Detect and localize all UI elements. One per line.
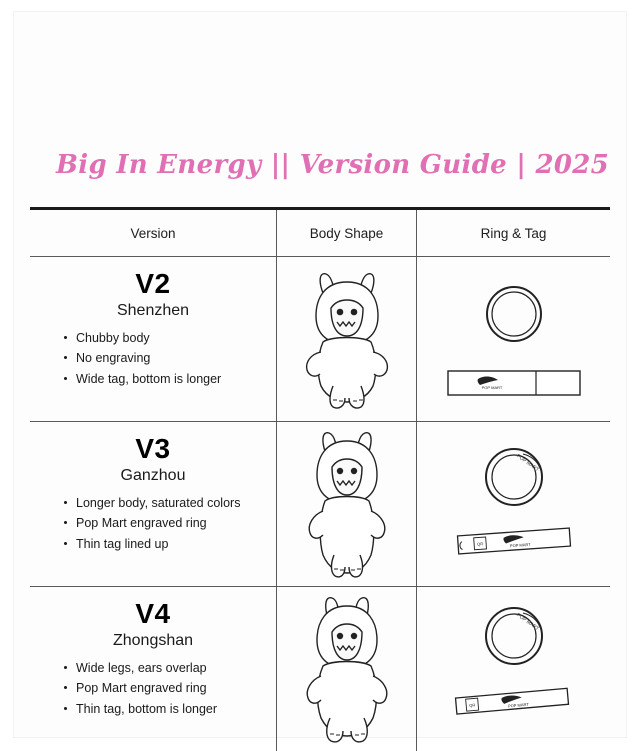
- list-item: Longer body, saturated colors: [76, 493, 268, 514]
- svg-text:POP MART: POP MART: [481, 385, 502, 390]
- version-notes-list: [38, 493, 268, 555]
- thin-tag-qr-offset-icon: [444, 683, 584, 724]
- list-item: Wide tag, bottom is longer: [76, 369, 268, 390]
- version-notes-list: [38, 328, 268, 390]
- city-label: Shenzhen: [116, 301, 190, 319]
- list-item: No engraving: [76, 348, 268, 369]
- list-item: Pop Mart engraved ring: [76, 678, 268, 699]
- bunny-hoodie-figure-icon: [287, 592, 407, 747]
- thin-tag-qr-icon: [444, 524, 584, 563]
- city-label: Zhongshan: [112, 631, 194, 649]
- ring-tag-cell: [416, 422, 610, 586]
- svg-text:POP MART: POP MART: [514, 453, 540, 474]
- header-ring-tag: Ring & Tag: [416, 210, 610, 256]
- list-item: Pop Mart engraved ring: [76, 513, 268, 534]
- ring-tag-cell: [416, 257, 610, 421]
- wide-tag-icon: [444, 365, 584, 406]
- header-body-shape: Body Shape: [276, 210, 416, 256]
- body-shape-cell: [276, 587, 416, 751]
- city-label: Ganzhou: [120, 466, 186, 484]
- version-info-cell: [30, 257, 276, 421]
- svg-text:QR: QR: [468, 702, 475, 708]
- table-row: [30, 587, 610, 751]
- table-row: [30, 257, 610, 422]
- svg-text:QR: QR: [476, 541, 483, 547]
- list-item: Thin tag lined up: [76, 534, 268, 555]
- list-item: Chubby body: [76, 328, 268, 349]
- body-shape-cell: [276, 257, 416, 421]
- header-version: Version: [130, 225, 176, 241]
- page-title: Big In Energy || Version Guide | 2025: [56, 150, 610, 180]
- version-label: V3: [135, 433, 171, 464]
- guide-sheet: [14, 12, 626, 737]
- version-table: [30, 207, 610, 751]
- version-label: V4: [135, 598, 171, 629]
- engraved-ring-icon: [475, 597, 553, 680]
- version-notes-list: [38, 658, 268, 720]
- bunny-hoodie-figure-icon: [287, 264, 407, 414]
- version-label: V2: [135, 268, 171, 299]
- version-info-cell: [30, 422, 276, 586]
- version-info-cell: [30, 587, 276, 751]
- list-item: Thin tag, bottom is longer: [76, 699, 268, 720]
- table-row: [30, 422, 610, 587]
- list-item: Wide legs, ears overlap: [76, 658, 268, 679]
- table-header-row: [30, 210, 610, 257]
- engraved-ring-icon: [475, 438, 553, 521]
- ring-tag-cell: [416, 587, 610, 751]
- svg-text:POP MART: POP MART: [507, 701, 529, 709]
- plain-ring-icon: [479, 279, 549, 354]
- svg-text:POP MART: POP MART: [514, 612, 540, 633]
- svg-text:POP MART: POP MART: [509, 541, 531, 549]
- bunny-hoodie-figure-icon: [287, 427, 407, 582]
- body-shape-cell: [276, 422, 416, 586]
